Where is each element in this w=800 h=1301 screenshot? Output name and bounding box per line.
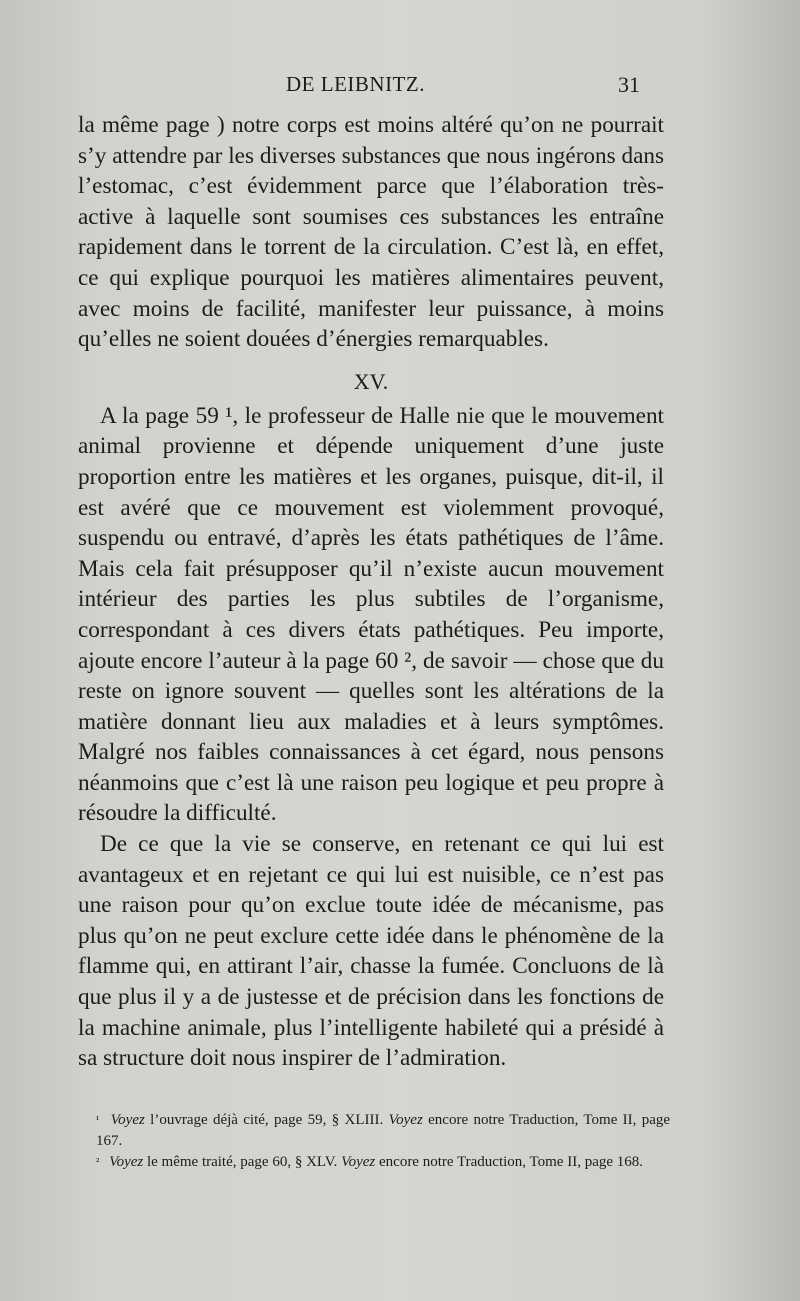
footnote-voyez: Voyez: [341, 1154, 376, 1170]
footnote-2: [96, 1152, 670, 1173]
footnote-mark: ²: [96, 1156, 100, 1168]
main-text: [78, 110, 664, 1074]
footnote-1: [96, 1110, 670, 1152]
footnote-text: l’ouvrage déjà cité, page 59, § XLIII.: [150, 1112, 384, 1128]
paragraph-conclusion: De ce que la vie se conserve, en retenant ce qui lui est avantageux et en rejetant ce qui lui est nuisible, ce n’est pas une raison pour qu’on exclue toute idée de mécanisme, pas plus qu’on ne peut exclure cette idée dans le phénomène de la flamme qui, en attirant l’air, chasse la fumée. Concluons de là que plus il y a de justesse et de précision dans les fonctions de la machine animale, plus l’intelligente habileté qui a présidé à sa structure doit nous inspirer de l’admiration.: [78, 831, 664, 1072]
paragraph-continuation: la même page ) notre corps est moins altéré qu’on ne pourrait s’y attendre par les diverses substances que nous ingérons dans l’estomac, c’est évidemment parce que l’élaboration très-active à laquelle sont soumises ces substances les entraîne rapidement dans le torrent de la circulation. C’est là, en effet, ce qui explique pourquoi les matières alimentaires peuvent, avec moins de facilité, manifester leur puissance, à moins qu’elles ne soient douées d’énergies remarquables.: [78, 112, 664, 353]
footnote-text: encore notre Traduction, Tome II, page 167.: [96, 1112, 671, 1149]
footnote-text: le même traité, page 60, § XLV.: [146, 1154, 338, 1170]
section-heading: XV.: [353, 368, 389, 394]
page-header: [0, 72, 800, 102]
footnote-voyez: Voyez: [388, 1112, 423, 1128]
footnote-voyez: Voyez: [110, 1112, 145, 1128]
footnote-voyez: Voyez: [109, 1154, 144, 1170]
running-head: DE LEIBNITZ.: [286, 72, 425, 96]
footnotes: [96, 1110, 670, 1173]
footnote-mark: ¹: [96, 1114, 100, 1126]
page-number: 31: [618, 72, 640, 97]
paragraph-section-xv: A la page 59 ¹, le professeur de Halle nie que le mouvement animal provienne et dépende uniquement d’une juste proportion entre les matières et les organes, puisque, dit-il, il est avéré que ce mouvement est violemment provoqué, suspendu ou entravé, d’après les états pathétiques de l’âme. Mais cela fait présupposer qu’il n’existe aucun mouvement intérieur des parties les plus subtiles de l’organisme, correspondant à ces divers états pathétiques. Peu importe, ajoute encore l’auteur à la page 60 ², de savoir — chose que du reste on ignore souvent — quelles sont les altérations de la matière donnant lieu aux maladies et à leurs symptômes. Malgré nos faibles connaissances à cet égard, nous pensons néanmoins que c’est là une raison peu logique et peu propre à résoudre la difficulté.: [78, 402, 664, 827]
footnote-text: encore notre Traduction, Tome II, page 168.: [379, 1154, 644, 1170]
